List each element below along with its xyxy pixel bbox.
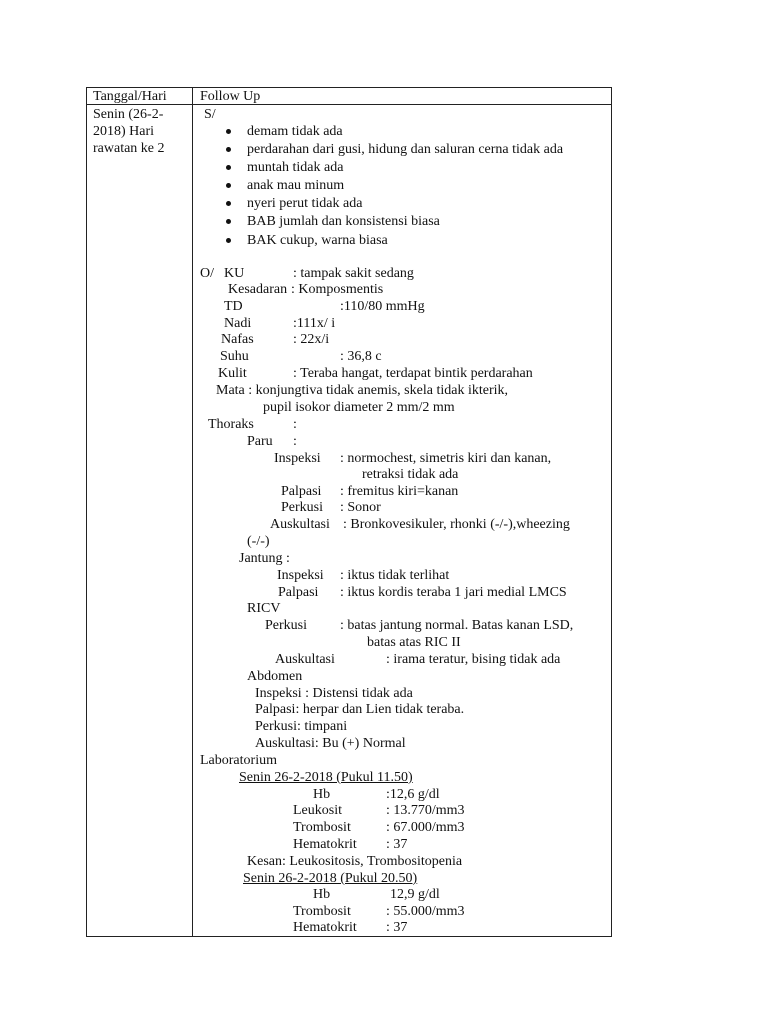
subjective-item: BAK cukup, warna biasa <box>247 233 388 248</box>
abdomen-auskultasi: Auskultasi: Bu (+) Normal <box>255 736 406 751</box>
lab1-hematokrit-label: Hematokrit <box>293 837 357 852</box>
jantung-palpasi-value: : iktus kordis teraba 1 jari medial LMCS <box>340 585 567 600</box>
nafas-label: Nafas <box>221 332 254 347</box>
paru-perkusi-value: : Sonor <box>340 500 381 515</box>
abdomen-inspeksi: Inspeksi : Distensi tidak ada <box>255 686 413 701</box>
suhu-label: Suhu <box>220 349 249 364</box>
kesadaran-label: Kesadaran <box>228 282 288 297</box>
td-label: TD <box>224 299 243 314</box>
lab1-kesan: Kesan: Leukositosis, Trombositopenia <box>247 854 463 869</box>
lab-session-1-title: Senin 26-2-2018 (Pukul 11.50) <box>239 770 413 785</box>
kulit-label: Kulit <box>218 366 247 381</box>
suhu-value: : 36,8 c <box>340 349 382 364</box>
paru-auskultasi-value: : Bronkovesikuler, rhonki (-/-),wheezing <box>343 517 570 532</box>
ku-value: : tampak sakit sedang <box>293 266 414 281</box>
paru-perkusi-label: Perkusi <box>281 500 323 515</box>
table-column-divider <box>192 87 193 937</box>
jantung-auskultasi-value: : irama teratur, bising tidak ada <box>386 652 561 667</box>
subjective-item: muntah tidak ada <box>247 160 344 175</box>
ku-label: KU <box>224 266 245 281</box>
subjective-item: demam tidak ada <box>247 124 343 139</box>
lab1-hb-label: Hb <box>313 787 331 802</box>
bullet-icon <box>226 129 231 134</box>
lab1-trombosit-label: Trombosit <box>293 820 351 835</box>
jantung-perkusi-value: : batas jantung normal. Batas kanan LSD, <box>340 618 574 633</box>
td-value: :110/80 mmHg <box>340 299 425 314</box>
nadi-label: Nadi <box>224 316 252 331</box>
abdomen-label: Abdomen <box>247 669 303 684</box>
table-left-border <box>86 87 87 937</box>
jantung-perkusi-value-2: batas atas RIC II <box>367 635 461 650</box>
objective-label: O/ <box>200 266 214 281</box>
subjective-item: nyeri perut tidak ada <box>247 196 363 211</box>
subjective-item: anak mau minum <box>247 178 345 193</box>
abdomen-perkusi: Perkusi: timpani <box>255 719 348 734</box>
lab2-trombosit-value: : 55.000/mm3 <box>386 904 465 919</box>
date-line-1: Senin (26-2- <box>93 107 164 122</box>
lab2-hb-label: Hb <box>313 887 331 902</box>
lab-label: Laboratorium <box>200 753 277 768</box>
bullet-icon <box>226 219 231 224</box>
lab2-trombosit-label: Trombosit <box>293 904 351 919</box>
date-line-2: 2018) Hari <box>93 124 155 139</box>
header-followup: Follow Up <box>200 89 261 104</box>
bullet-icon <box>226 238 231 243</box>
paru-auskultasi-value-2: (-/-) <box>247 534 270 549</box>
jantung-label: Jantung : <box>239 551 290 566</box>
lab1-hematokrit-value: : 37 <box>386 837 408 852</box>
thoraks-colon: : <box>293 417 297 432</box>
lab2-hematokrit-value: : 37 <box>386 920 408 935</box>
table-bottom-border <box>86 936 612 937</box>
date-line-3: rawatan ke 2 <box>93 141 165 156</box>
nadi-value: :111x/ i <box>293 316 336 331</box>
header-date: Tanggal/Hari <box>93 89 167 104</box>
paru-palpasi-label: Palpasi <box>281 484 322 499</box>
lab2-hb-value: 12,9 g/dl <box>390 887 440 902</box>
kulit-value: : Teraba hangat, terdapat bintik perdarahan <box>293 366 533 381</box>
lab1-trombosit-value: : 67.000/mm3 <box>386 820 465 835</box>
bullet-icon <box>226 183 231 188</box>
lab1-hb-value: :12,6 g/dl <box>386 787 440 802</box>
paru-inspeksi-label: Inspeksi <box>274 451 321 466</box>
mata-line-1: Mata : konjungtiva tidak anemis, skela tidak ikterik, <box>216 383 508 398</box>
thoraks-label: Thoraks <box>208 417 254 432</box>
paru-inspeksi-value: : normochest, simetris kiri dan kanan, <box>340 451 552 466</box>
paru-auskultasi-label: Auskultasi <box>270 517 330 532</box>
lab2-hematokrit-label: Hematokrit <box>293 920 357 935</box>
mata-line-2: pupil isokor diameter 2 mm/2 mm <box>263 400 455 415</box>
paru-colon: : <box>293 434 297 449</box>
table-right-border <box>611 87 612 937</box>
jantung-perkusi-label: Perkusi <box>265 618 307 633</box>
subjective-item: BAB jumlah dan konsistensi biasa <box>247 214 440 229</box>
jantung-inspeksi-label: Inspeksi <box>277 568 324 583</box>
abdomen-palpasi: Palpasi: herpar dan Lien tidak teraba. <box>255 702 465 717</box>
kesadaran-value: : Komposmentis <box>291 282 384 297</box>
paru-label: Paru <box>247 434 273 449</box>
bullet-icon <box>226 201 231 206</box>
jantung-palpasi-label: Palpasi <box>278 585 319 600</box>
jantung-palpasi-value-2: RICV <box>247 601 281 616</box>
jantung-inspeksi-value: : iktus tidak terlihat <box>340 568 450 583</box>
nafas-value: : 22x/i <box>293 332 330 347</box>
paru-inspeksi-value-2: retraksi tidak ada <box>362 467 459 482</box>
lab1-leukosit-label: Leukosit <box>293 803 342 818</box>
subjective-label: S/ <box>204 107 216 122</box>
bullet-icon <box>226 147 231 152</box>
bullet-icon <box>226 165 231 170</box>
lab1-leukosit-value: : 13.770/mm3 <box>386 803 465 818</box>
lab-session-2-title: Senin 26-2-2018 (Pukul 20.50) <box>243 871 418 886</box>
subjective-item: perdarahan dari gusi, hidung dan saluran cerna tidak ada <box>247 142 564 157</box>
paru-palpasi-value: : fremitus kiri=kanan <box>340 484 459 499</box>
jantung-auskultasi-label: Auskultasi <box>275 652 335 667</box>
